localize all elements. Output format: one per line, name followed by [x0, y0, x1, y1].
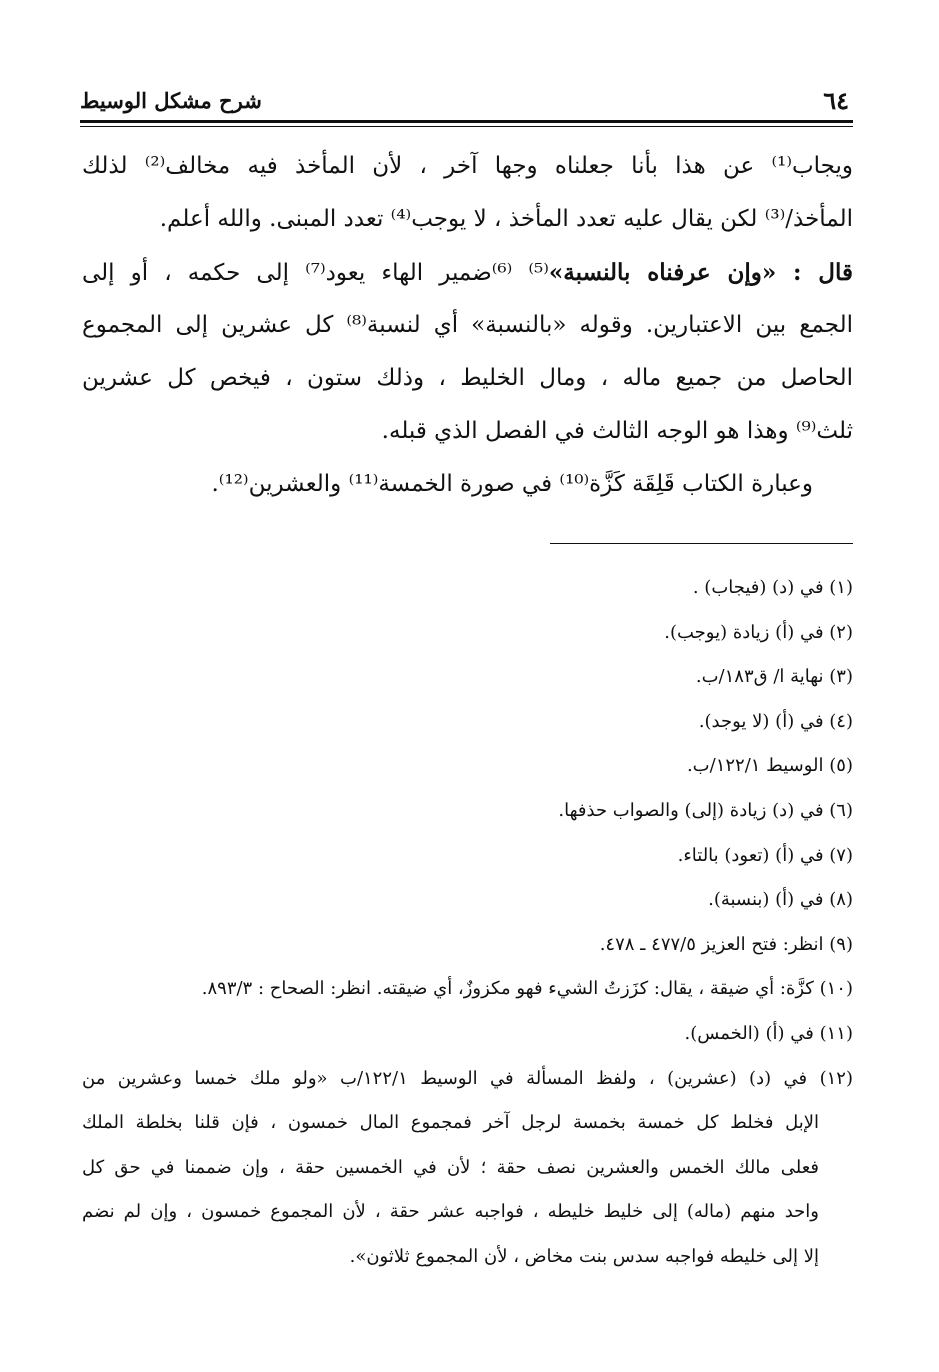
footnote-continuation: إلا إلى خليطه فواجبه سدس بنت مخاض ، لأن المجموع ثلاثون». — [349, 1245, 819, 1267]
body-line: ويجاب⁽¹⁾ عن هذا بأنا جعلناه وجها آخر ، لأن المأخذ فيه مخالف⁽²⁾ لذلك — [82, 153, 853, 179]
footnote: (٨) في (أ) (بنسبة). — [708, 889, 853, 911]
footnote: (١٢) في (د) (عشرين) ، ولفظ المسألة في الوسيط ١٢٢/١/ب «ولو ملك خمسا وعشرين من — [82, 1067, 853, 1089]
footnotes — [82, 566, 853, 1280]
body-line: الجمع بين الاعتبارين. وقوله «بالنسبة» أي لنسبة⁽⁸⁾ كل عشرين إلى المجموع — [82, 312, 853, 338]
running-title: شرح مشكل الوسيط — [80, 88, 262, 113]
body-line — [82, 246, 853, 299]
footnote: (٥) الوسيط ١٢٢/١/ب. — [686, 755, 853, 777]
header-rule-thick — [80, 120, 853, 123]
page-number: ٦٤ — [823, 86, 849, 115]
footnote: (٦) في (د) زيادة (إلى) والصواب حذفها. — [558, 799, 853, 821]
body-line: الحاصل من جميع ماله ، ومال الخليط ، وذلك ستون ، فيخص كل عشرين — [82, 365, 853, 391]
footnote-continuation: الإبل فخلط كل خمسة بخمسة لرجل آخر فمجموع المال خمسون ، فإن قلنا بخلطة الملك — [82, 1112, 819, 1134]
body-line: المأخذ/⁽³⁾ لكن يقال عليه تعدد المأخذ ، لا يوجب⁽⁴⁾ تعدد المبنى. والله أعلم. — [159, 206, 853, 232]
main-text — [82, 140, 853, 511]
footnote: (٣) نهاية ا/ ق١٨٣/ب. — [695, 666, 853, 688]
footnote: (٢) في (أ) زيادة (يوجب). — [664, 621, 853, 643]
page-header — [80, 84, 853, 120]
footnote-separator — [550, 543, 853, 544]
body-line: ثلث⁽⁹⁾ وهذا هو الوجه الثالث في الفصل الذي قبله. — [381, 418, 853, 444]
footnote: (٤) في (أ) (لا يوجد). — [698, 710, 853, 732]
footnote: (٩) انظر: فتح العزيز ٤٧٧/٥ ـ ٤٧٨. — [599, 933, 853, 955]
footnote: (١) في (د) (فيجاب) . — [692, 577, 853, 598]
body-line: وعبارة الكتاب قَلِقَة كَزَّة⁽¹⁰⁾ في صورة الخمسة⁽¹¹⁾ والعشرين⁽¹²⁾. — [211, 471, 813, 497]
footnote: (١١) في (أ) (الخمس). — [684, 1022, 853, 1044]
quote-lead: قال : «وإن عرفناه بالنسبة» — [548, 259, 853, 286]
footnote: (١٠) كزَّة: أي ضيقة ، يقال: كزَزتُ الشيء فهو مكزوزٌ، أي ضيقته. انظر: الصحاح : ٨٩٣/٣. — [201, 978, 853, 1000]
footnote: (٧) في (أ) (تعود) بالتاء. — [677, 844, 853, 866]
footnote-continuation: فعلى مالك الخمس والعشرين نصف حقة ؛ لأن في الخمسين حقة ، وإن ضممنا في حق كل — [82, 1156, 819, 1178]
quote-rest: ⁽⁵⁾ ⁽⁶⁾ضمير الهاء يعود⁽⁷⁾ إلى حكمه ، أو إلى — [82, 260, 549, 286]
footnote-continuation: واحد منهم (ماله) إلى خليط خليطه ، فواجبه عشر حقة ، لأن المجموع خمسون ، وإن لم نضم — [82, 1201, 819, 1223]
header-rule-thin — [80, 126, 853, 127]
